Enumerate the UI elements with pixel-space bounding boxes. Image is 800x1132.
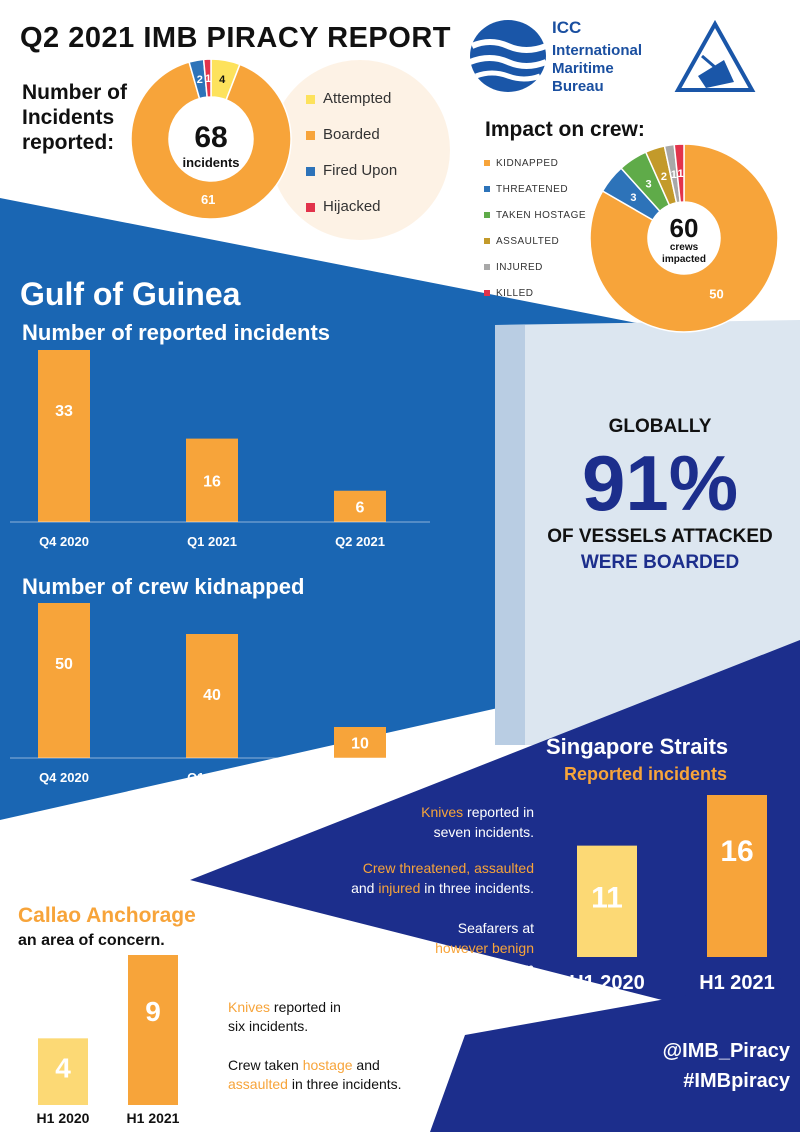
legend-boarded: Boarded xyxy=(306,126,397,162)
crew-slice-label-killed: 1 xyxy=(677,168,684,181)
gulf-title: Gulf of Guinea xyxy=(20,276,241,312)
singapore-category-h1-2020: H1 2020 xyxy=(569,972,645,994)
global-line2: OF VESSELS ATTACKED xyxy=(547,526,773,547)
gulf-kidnap-value-q1-2021: 40 xyxy=(203,687,221,704)
incidents-total: 68 xyxy=(194,121,228,154)
legend-hijacked: Hijacked xyxy=(306,198,397,234)
gulf-incidents-value-q4-2020: 33 xyxy=(55,403,73,420)
logo-icc: ICC xyxy=(552,18,582,37)
callao-subtitle: an area of concern. xyxy=(18,932,165,949)
crew-donut xyxy=(584,138,784,338)
singapore-title: Singapore Straits xyxy=(546,734,729,759)
callao-category-h1-2021: H1 2021 xyxy=(126,1110,180,1125)
gulf-kidnap-title: Number of crew kidnapped xyxy=(22,574,305,599)
social-hashtag: #IMBpiracy xyxy=(683,1070,790,1092)
gulf-incidents-category-q1-2021: Q1 2021 xyxy=(187,534,237,549)
global-line1: GLOBALLY xyxy=(608,416,712,437)
callao-bar-h1-2021 xyxy=(128,955,178,1105)
incidents-label: Number of Incidents reported: xyxy=(22,81,127,154)
global-line3: WERE BOARDED xyxy=(580,552,740,573)
gulf-incidents-value-q1-2021: 16 xyxy=(203,473,221,491)
singapore-note-3: Seafarers at risk however benign incidents seem to be. xyxy=(409,920,534,996)
callao-title: Callao Anchorage xyxy=(18,904,196,927)
crew-slice-label-injured: 1 xyxy=(670,168,677,181)
social-handle: @IMB_Piracy xyxy=(662,1040,790,1062)
callao-note-1: Knives reported in six incidents. xyxy=(228,999,341,1034)
legend-killed: KILLED xyxy=(484,288,586,314)
logo-maritime: Maritime xyxy=(552,60,614,77)
singapore-category-h1-2021: H1 2021 xyxy=(699,972,775,994)
crew-slice-label-threatened: 3 xyxy=(630,192,637,205)
logo-bureau: Bureau xyxy=(552,78,604,95)
callao-value-h1-2020: 4 xyxy=(55,1052,71,1084)
gulf-incidents-bar-q4-2020 xyxy=(38,350,90,522)
callao-category-h1-2020: H1 2020 xyxy=(36,1110,90,1125)
incidents-slice-label-hijacked: 1 xyxy=(205,73,212,86)
crew-legend xyxy=(484,158,586,314)
gulf-incidents-category-q4-2020: Q4 2020 xyxy=(39,534,89,549)
singapore-value-h1-2021: 16 xyxy=(720,835,754,868)
crew-total-unit-2: impacted xyxy=(662,254,706,265)
callao-value-h1-2021: 9 xyxy=(145,996,161,1027)
singapore-bar-h1-2021 xyxy=(707,795,767,957)
legend-injured: INJURED xyxy=(484,262,586,288)
page-title: Q2 2021 IMB PIRACY REPORT xyxy=(20,22,451,54)
incidents-legend xyxy=(306,90,397,234)
crew-slice-label-assaulted: 2 xyxy=(660,171,667,184)
icc-wave-logo-icon xyxy=(468,16,548,96)
legend-kidnapped: KIDNAPPED xyxy=(484,158,586,184)
legend-attempted: Attempted xyxy=(306,90,397,126)
singapore-chart xyxy=(545,785,795,1000)
gulf-incidents-title: Number of reported incidents xyxy=(22,320,331,345)
incidents-donut xyxy=(126,54,296,224)
singapore-note-1: Knives reported in seven incidents. xyxy=(421,804,534,840)
gulf-incidents-category-q2-2021: Q2 2021 xyxy=(335,534,385,549)
gulf-incidents-value-q2-2021: 6 xyxy=(355,499,365,517)
legend-taken-hostage: TAKEN HOSTAGE xyxy=(484,210,586,236)
crew-impact-title: Impact on crew: xyxy=(485,118,645,141)
incidents-slice-label-boarded: 61 xyxy=(200,191,216,207)
callao-chart xyxy=(20,950,210,1125)
legend-fired-upon: Fired Upon xyxy=(306,162,397,198)
gulf-kidnap-value-q4-2020: 50 xyxy=(55,656,73,673)
crew-total-unit-1: crews xyxy=(669,242,699,253)
incidents-slice-label-fired-upon: 2 xyxy=(196,74,203,87)
crew-total: 60 xyxy=(669,213,699,243)
incidents-slice-label-attempted: 4 xyxy=(219,74,226,87)
gulf-kidnap-category-q4-2020: Q4 2020 xyxy=(39,770,89,785)
crew-slice-label-taken-hostage: 3 xyxy=(645,178,652,191)
gulf-incidents-chart xyxy=(0,340,450,570)
singapore-note-2: Crew threatened, assaulted and injured in three incidents. xyxy=(351,860,534,896)
gulf-kidnap-chart xyxy=(0,596,450,796)
incidents-total-unit: incidents xyxy=(182,155,240,170)
singapore-value-h1-2020: 11 xyxy=(591,881,623,915)
crew-slice-label-kidnapped: 50 xyxy=(709,286,724,302)
logo-international: International xyxy=(552,42,643,59)
gulf-kidnap-category-q2-2021: Q2 2021 xyxy=(335,770,385,785)
legend-assaulted: ASSAULTED xyxy=(484,236,586,262)
gulf-kidnap-category-q1-2021: Q1 2021 xyxy=(187,770,237,785)
gulf-kidnap-value-q2-2021: 10 xyxy=(351,735,369,753)
callao-note-2: Crew taken hostage and assaulted in three incidents. xyxy=(228,1057,402,1092)
global-percent: 91% xyxy=(581,439,739,527)
singapore-subtitle: Reported incidents xyxy=(564,764,728,784)
legend-threatened: THREATENED xyxy=(484,184,586,210)
imb-emblem-icon xyxy=(672,20,758,96)
gulf-kidnap-bar-q4-2020 xyxy=(38,603,90,758)
